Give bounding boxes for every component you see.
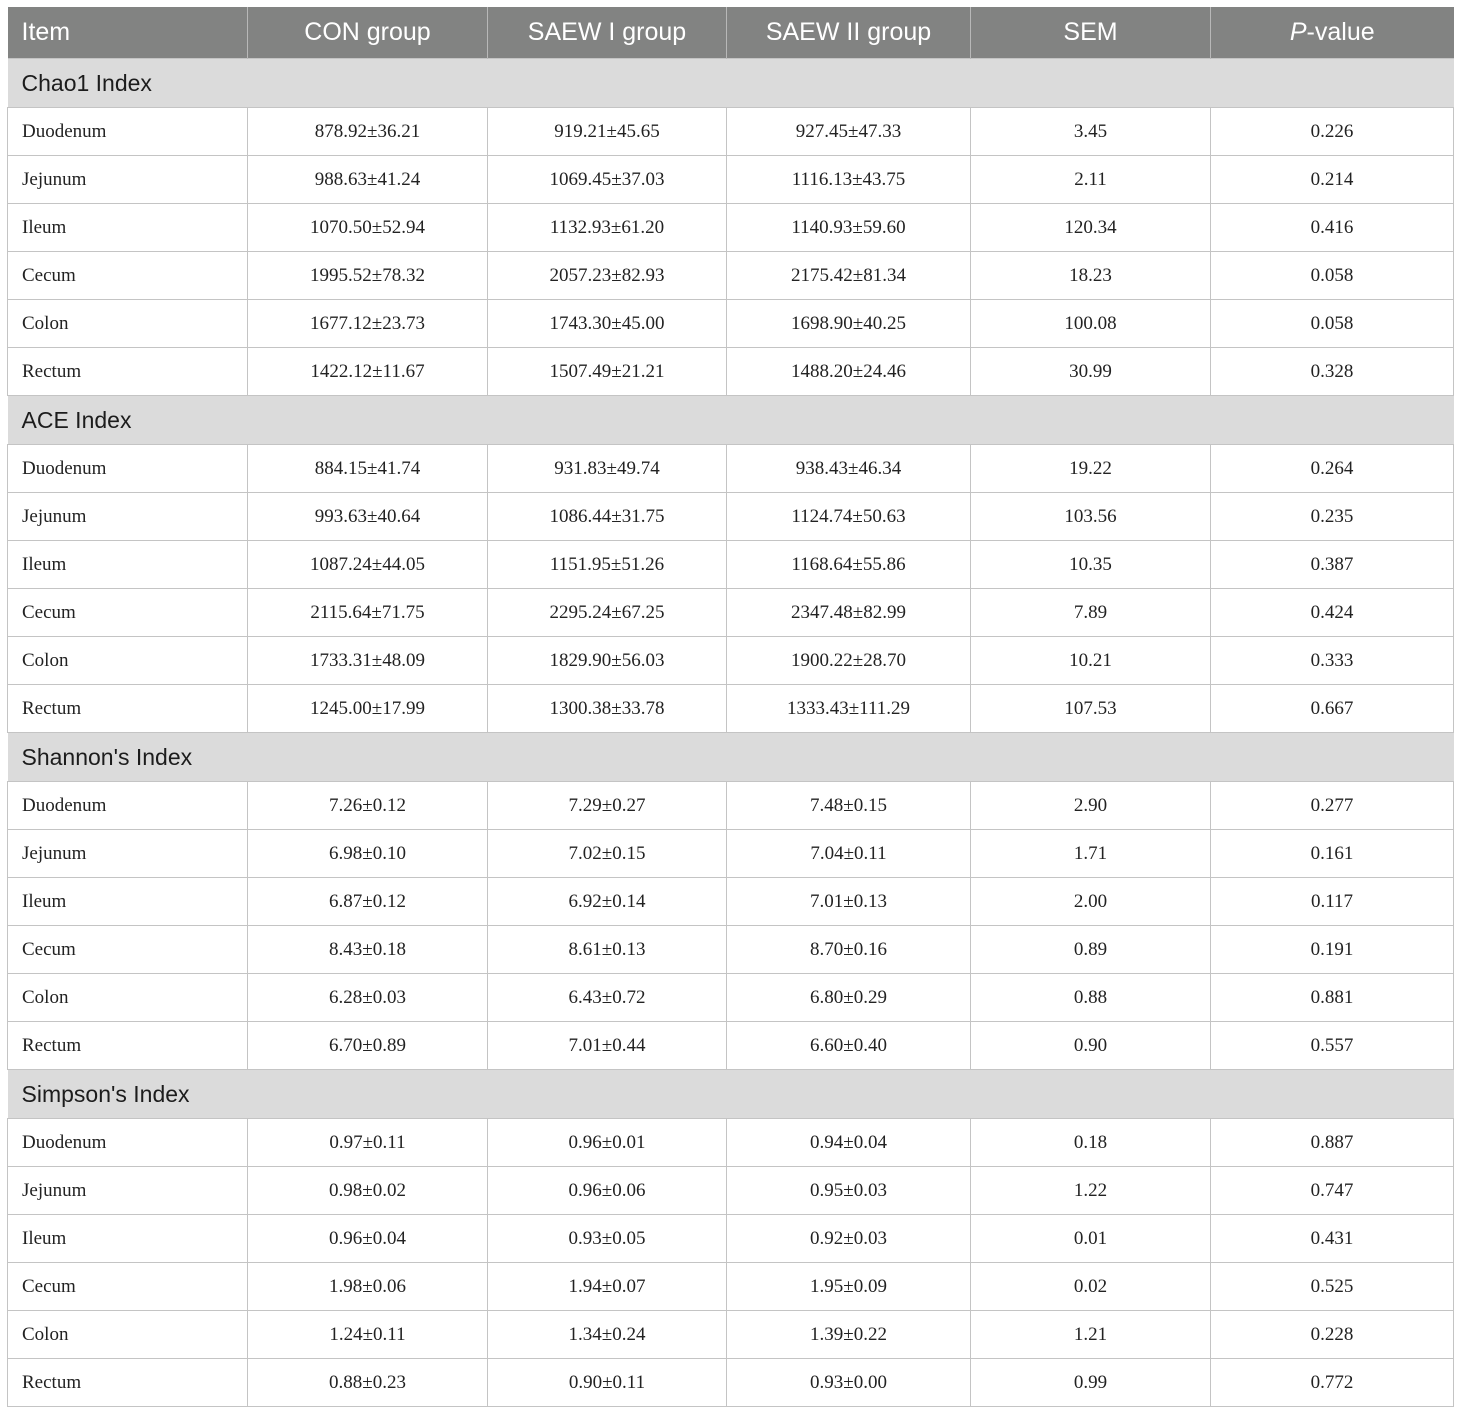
p-value-cell: 0.226: [1211, 108, 1454, 156]
item-cell: Rectum: [8, 685, 248, 733]
saew-i-value-cell: 7.01±0.44: [488, 1022, 727, 1070]
saew-i-value-cell: 1132.93±61.20: [488, 204, 727, 252]
sem-cell: 1.22: [971, 1167, 1211, 1215]
saew-ii-value-cell: 1.95±0.09: [727, 1263, 971, 1311]
item-cell: Colon: [8, 637, 248, 685]
sem-cell: 0.99: [971, 1359, 1211, 1407]
saew-i-value-cell: 919.21±45.65: [488, 108, 727, 156]
p-value-cell: 0.117: [1211, 878, 1454, 926]
p-value-cell: 0.431: [1211, 1215, 1454, 1263]
table-row: [8, 1263, 1454, 1311]
item-cell: Duodenum: [8, 1119, 248, 1167]
con-value-cell: 6.87±0.12: [248, 878, 488, 926]
con-value-cell: 1995.52±78.32: [248, 252, 488, 300]
table-row: [8, 204, 1454, 252]
con-value-cell: 878.92±36.21: [248, 108, 488, 156]
p-value-cell: 0.228: [1211, 1311, 1454, 1359]
table-row: [8, 348, 1454, 396]
table-row: [8, 300, 1454, 348]
saew-i-value-cell: 0.96±0.01: [488, 1119, 727, 1167]
sem-cell: 1.71: [971, 830, 1211, 878]
p-value-cell: 0.667: [1211, 685, 1454, 733]
con-value-cell: 1422.12±11.67: [248, 348, 488, 396]
sem-cell: 7.89: [971, 589, 1211, 637]
con-value-cell: 6.28±0.03: [248, 974, 488, 1022]
table-row: [8, 156, 1454, 204]
con-value-cell: 7.26±0.12: [248, 782, 488, 830]
sem-cell: 10.21: [971, 637, 1211, 685]
table-row: [8, 541, 1454, 589]
section-title: ACE Index: [8, 396, 1454, 445]
con-value-cell: 2115.64±71.75: [248, 589, 488, 637]
item-cell: Colon: [8, 300, 248, 348]
p-value-cell: 0.525: [1211, 1263, 1454, 1311]
con-value-cell: 6.98±0.10: [248, 830, 488, 878]
saew-ii-value-cell: 1168.64±55.86: [727, 541, 971, 589]
table-row: [8, 926, 1454, 974]
sem-cell: 3.45: [971, 108, 1211, 156]
section-title: Shannon's Index: [8, 733, 1454, 782]
item-cell: Cecum: [8, 1263, 248, 1311]
p-value-cell: 0.557: [1211, 1022, 1454, 1070]
saew-i-value-cell: 931.83±49.74: [488, 445, 727, 493]
section-header-row: [8, 396, 1454, 445]
saew-ii-value-cell: 0.94±0.04: [727, 1119, 971, 1167]
item-cell: Jejunum: [8, 493, 248, 541]
con-value-cell: 1087.24±44.05: [248, 541, 488, 589]
p-value-cell: 0.191: [1211, 926, 1454, 974]
saew-i-value-cell: 6.92±0.14: [488, 878, 727, 926]
table-row: [8, 1311, 1454, 1359]
item-cell: Jejunum: [8, 156, 248, 204]
item-cell: Ileum: [8, 204, 248, 252]
item-cell: Cecum: [8, 589, 248, 637]
saew-ii-value-cell: 1116.13±43.75: [727, 156, 971, 204]
saew-i-value-cell: 7.02±0.15: [488, 830, 727, 878]
sem-cell: 2.90: [971, 782, 1211, 830]
item-cell: Duodenum: [8, 782, 248, 830]
header-row: [8, 7, 1454, 59]
table-row: [8, 445, 1454, 493]
header-p-letter: P: [1289, 18, 1307, 46]
sem-cell: 0.18: [971, 1119, 1211, 1167]
sem-cell: 10.35: [971, 541, 1211, 589]
table-header: [8, 7, 1454, 59]
saew-ii-value-cell: 8.70±0.16: [727, 926, 971, 974]
saew-ii-value-cell: 7.04±0.11: [727, 830, 971, 878]
item-cell: Cecum: [8, 926, 248, 974]
item-cell: Ileum: [8, 541, 248, 589]
sem-cell: 30.99: [971, 348, 1211, 396]
saew-ii-value-cell: 2175.42±81.34: [727, 252, 971, 300]
con-value-cell: 1.98±0.06: [248, 1263, 488, 1311]
table-row: [8, 1167, 1454, 1215]
item-cell: Jejunum: [8, 1167, 248, 1215]
con-value-cell: 1733.31±48.09: [248, 637, 488, 685]
data-table: [7, 7, 1454, 1407]
saew-i-value-cell: 1300.38±33.78: [488, 685, 727, 733]
saew-ii-value-cell: 1698.90±40.25: [727, 300, 971, 348]
p-value-cell: 0.881: [1211, 974, 1454, 1022]
con-value-cell: 1070.50±52.94: [248, 204, 488, 252]
saew-ii-value-cell: 2347.48±82.99: [727, 589, 971, 637]
sem-cell: 100.08: [971, 300, 1211, 348]
saew-ii-value-cell: 938.43±46.34: [727, 445, 971, 493]
p-value-cell: 0.264: [1211, 445, 1454, 493]
sem-cell: 18.23: [971, 252, 1211, 300]
sem-cell: 0.88: [971, 974, 1211, 1022]
con-value-cell: 1245.00±17.99: [248, 685, 488, 733]
sem-cell: 2.00: [971, 878, 1211, 926]
table-row: [8, 637, 1454, 685]
table-row: [8, 1215, 1454, 1263]
saew-ii-value-cell: 6.80±0.29: [727, 974, 971, 1022]
sem-cell: 0.90: [971, 1022, 1211, 1070]
sem-cell: 107.53: [971, 685, 1211, 733]
con-value-cell: 0.98±0.02: [248, 1167, 488, 1215]
saew-i-value-cell: 1069.45±37.03: [488, 156, 727, 204]
section-header-row: [8, 59, 1454, 108]
saew-ii-value-cell: 927.45±47.33: [727, 108, 971, 156]
saew-ii-value-cell: 1124.74±50.63: [727, 493, 971, 541]
table-row: [8, 589, 1454, 637]
item-cell: Rectum: [8, 348, 248, 396]
saew-i-value-cell: 2295.24±67.25: [488, 589, 727, 637]
p-value-cell: 0.058: [1211, 300, 1454, 348]
p-value-cell: 0.772: [1211, 1359, 1454, 1407]
item-cell: Colon: [8, 1311, 248, 1359]
header-saew-i-group: SAEW I group: [488, 7, 727, 59]
saew-i-value-cell: 6.43±0.72: [488, 974, 727, 1022]
con-value-cell: 993.63±40.64: [248, 493, 488, 541]
sem-cell: 0.89: [971, 926, 1211, 974]
p-value-cell: 0.235: [1211, 493, 1454, 541]
saew-i-value-cell: 1151.95±51.26: [488, 541, 727, 589]
sem-cell: 0.01: [971, 1215, 1211, 1263]
table-row: [8, 878, 1454, 926]
table-row: [8, 1359, 1454, 1407]
section-header-row: [8, 733, 1454, 782]
header-p-value: [1211, 7, 1454, 59]
p-value-cell: 0.747: [1211, 1167, 1454, 1215]
p-value-cell: 0.277: [1211, 782, 1454, 830]
table-row: [8, 782, 1454, 830]
saew-i-value-cell: 1507.49±21.21: [488, 348, 727, 396]
saew-i-value-cell: 1.94±0.07: [488, 1263, 727, 1311]
saew-i-value-cell: 0.90±0.11: [488, 1359, 727, 1407]
saew-ii-value-cell: 7.48±0.15: [727, 782, 971, 830]
con-value-cell: 988.63±41.24: [248, 156, 488, 204]
con-value-cell: 0.96±0.04: [248, 1215, 488, 1263]
saew-i-value-cell: 2057.23±82.93: [488, 252, 727, 300]
table-row: [8, 1022, 1454, 1070]
table-row: [8, 685, 1454, 733]
section-title: Chao1 Index: [8, 59, 1454, 108]
sem-cell: 0.02: [971, 1263, 1211, 1311]
p-value-cell: 0.887: [1211, 1119, 1454, 1167]
item-cell: Duodenum: [8, 445, 248, 493]
saew-ii-value-cell: 1333.43±111.29: [727, 685, 971, 733]
table-row: [8, 108, 1454, 156]
con-value-cell: 8.43±0.18: [248, 926, 488, 974]
saew-i-value-cell: 1086.44±31.75: [488, 493, 727, 541]
saew-i-value-cell: 0.93±0.05: [488, 1215, 727, 1263]
p-value-cell: 0.328: [1211, 348, 1454, 396]
table-row: [8, 1119, 1454, 1167]
table-row: [8, 830, 1454, 878]
saew-ii-value-cell: 1.39±0.22: [727, 1311, 971, 1359]
saew-ii-value-cell: 0.93±0.00: [727, 1359, 971, 1407]
saew-i-value-cell: 1743.30±45.00: [488, 300, 727, 348]
header-p-suffix: -value: [1306, 18, 1375, 46]
sem-cell: 1.21: [971, 1311, 1211, 1359]
con-value-cell: 6.70±0.89: [248, 1022, 488, 1070]
p-value-cell: 0.058: [1211, 252, 1454, 300]
header-con-group: CON group: [248, 7, 488, 59]
sem-cell: 19.22: [971, 445, 1211, 493]
item-cell: Duodenum: [8, 108, 248, 156]
sem-cell: 120.34: [971, 204, 1211, 252]
con-value-cell: 884.15±41.74: [248, 445, 488, 493]
item-cell: Rectum: [8, 1359, 248, 1407]
section-title: Simpson's Index: [8, 1070, 1454, 1119]
con-value-cell: 1677.12±23.73: [248, 300, 488, 348]
saew-ii-value-cell: 6.60±0.40: [727, 1022, 971, 1070]
item-cell: Rectum: [8, 1022, 248, 1070]
p-value-cell: 0.416: [1211, 204, 1454, 252]
p-value-cell: 0.333: [1211, 637, 1454, 685]
saew-ii-value-cell: 7.01±0.13: [727, 878, 971, 926]
saew-i-value-cell: 1829.90±56.03: [488, 637, 727, 685]
table-row: [8, 493, 1454, 541]
header-saew-ii-group: SAEW II group: [727, 7, 971, 59]
header-sem: SEM: [971, 7, 1211, 59]
section-header-row: [8, 1070, 1454, 1119]
item-cell: Ileum: [8, 1215, 248, 1263]
p-value-cell: 0.214: [1211, 156, 1454, 204]
p-value-cell: 0.161: [1211, 830, 1454, 878]
saew-i-value-cell: 0.96±0.06: [488, 1167, 727, 1215]
con-value-cell: 0.88±0.23: [248, 1359, 488, 1407]
con-value-cell: 0.97±0.11: [248, 1119, 488, 1167]
con-value-cell: 1.24±0.11: [248, 1311, 488, 1359]
item-cell: Ileum: [8, 878, 248, 926]
table-row: [8, 974, 1454, 1022]
sem-cell: 2.11: [971, 156, 1211, 204]
item-cell: Cecum: [8, 252, 248, 300]
sem-cell: 103.56: [971, 493, 1211, 541]
saew-i-value-cell: 7.29±0.27: [488, 782, 727, 830]
saew-ii-value-cell: 0.95±0.03: [727, 1167, 971, 1215]
saew-ii-value-cell: 0.92±0.03: [727, 1215, 971, 1263]
p-value-cell: 0.387: [1211, 541, 1454, 589]
saew-ii-value-cell: 1900.22±28.70: [727, 637, 971, 685]
item-cell: Jejunum: [8, 830, 248, 878]
saew-i-value-cell: 8.61±0.13: [488, 926, 727, 974]
saew-ii-value-cell: 1488.20±24.46: [727, 348, 971, 396]
header-item: Item: [8, 7, 248, 59]
item-cell: Colon: [8, 974, 248, 1022]
saew-ii-value-cell: 1140.93±59.60: [727, 204, 971, 252]
table-row: [8, 252, 1454, 300]
table-body: [8, 59, 1454, 1407]
p-value-cell: 0.424: [1211, 589, 1454, 637]
saew-i-value-cell: 1.34±0.24: [488, 1311, 727, 1359]
